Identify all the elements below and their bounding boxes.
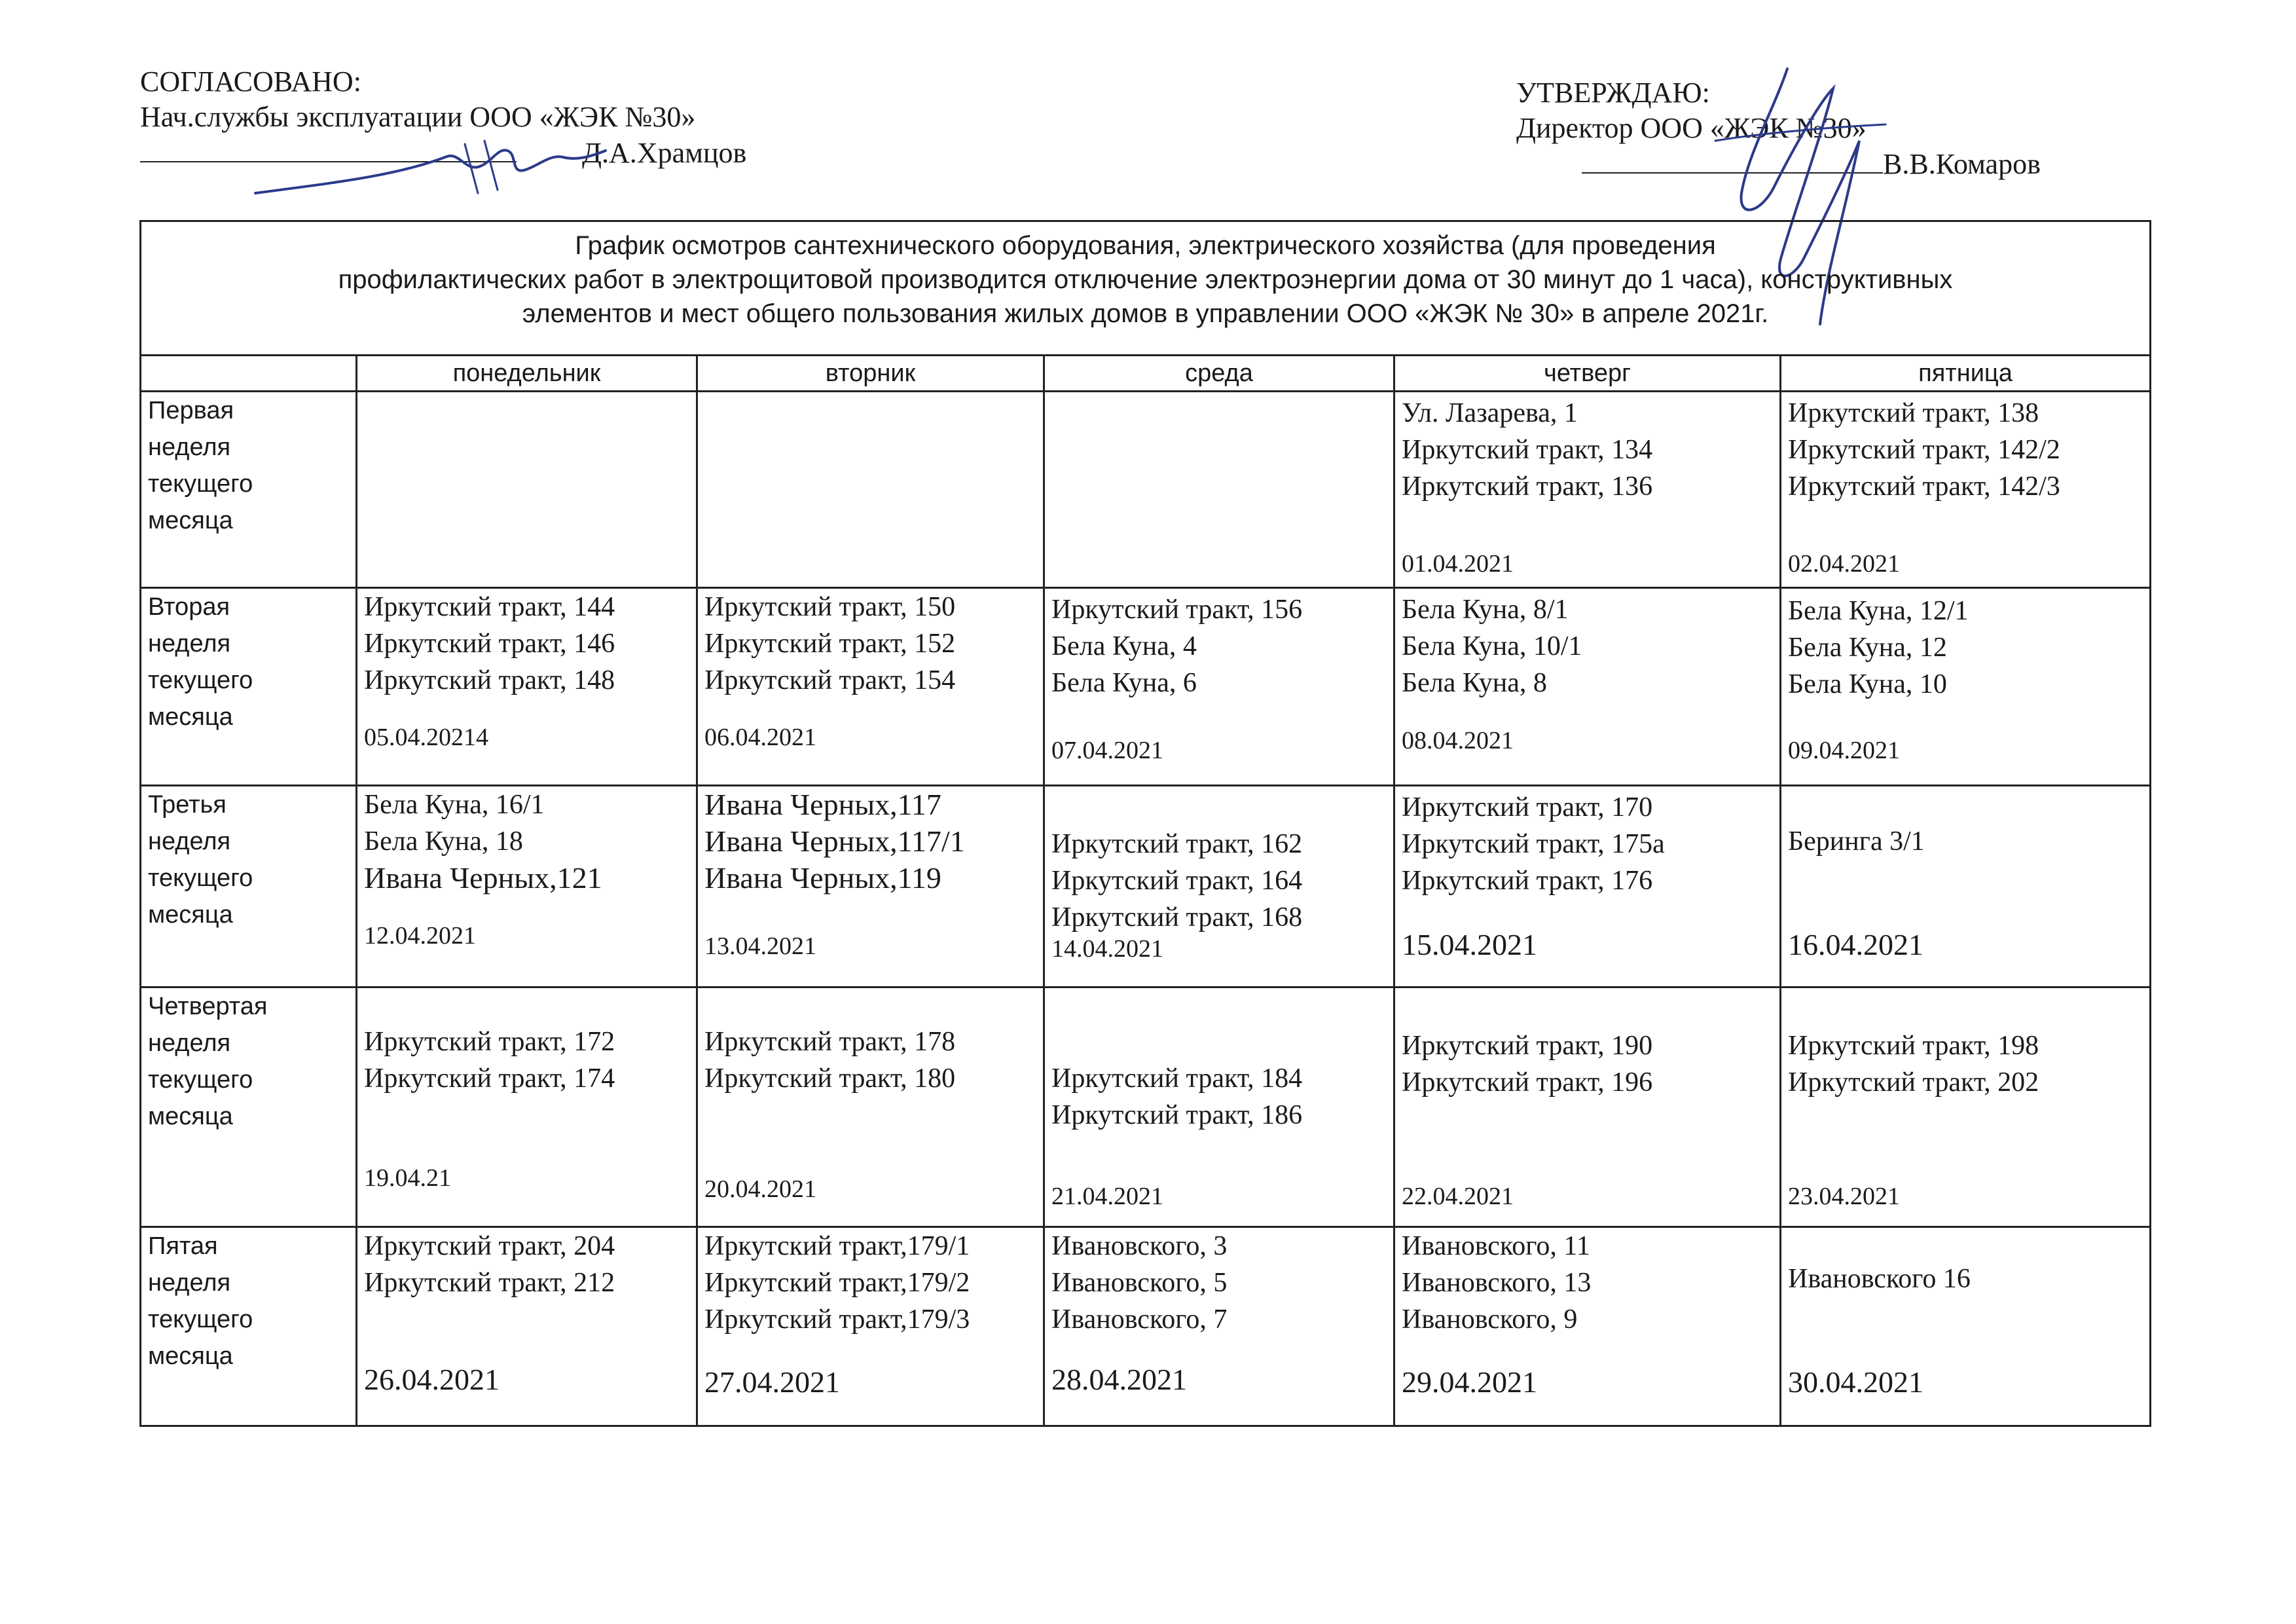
week-label-line: месяца xyxy=(148,901,233,929)
schedule-title-line: элементов и мест общего пользования жилых домов в управлении ООО «ЖЭК № 30» в апреле 2021г. xyxy=(522,299,1769,328)
schedule-cell xyxy=(1044,987,1394,1227)
address-list xyxy=(704,786,1039,896)
address: Иркутский тракт, 175а xyxy=(1402,829,1665,859)
address: Бела Куна, 12 xyxy=(1788,633,1947,663)
week-label-line: неделя xyxy=(148,630,231,657)
inspection-date: 02.04.2021 xyxy=(1788,550,1900,578)
schedule-cell xyxy=(357,987,697,1227)
week-label xyxy=(141,392,357,588)
address: Иркутский тракт, 142/2 xyxy=(1788,435,2060,465)
address-list xyxy=(1788,593,2145,703)
approval-right-heading: УТВЕРЖДАЮ: xyxy=(1516,77,1710,109)
address: Иркутский тракт, 202 xyxy=(1788,1067,2039,1098)
address: Бела Куна, 8 xyxy=(1402,668,1547,698)
address: Иркутский тракт, 134 xyxy=(1402,435,1653,465)
address: Ивана Черных,119 xyxy=(704,861,941,895)
schedule-cell xyxy=(357,588,697,786)
address-list xyxy=(1051,826,1389,936)
week-row xyxy=(141,786,2151,987)
schedule-cell xyxy=(697,588,1044,786)
address: Иркутский тракт, 170 xyxy=(1402,792,1653,822)
week-label-line: неделя xyxy=(148,434,231,461)
approval-right-position: Директор ООО «ЖЭК №30» xyxy=(1516,112,1867,144)
week-label xyxy=(141,588,357,786)
day-header-monday: понедельник xyxy=(357,356,697,392)
address-list xyxy=(1051,1228,1389,1338)
address-list xyxy=(1788,823,2145,860)
address: Иркутский тракт, 178 xyxy=(704,1027,956,1057)
schedule-cell xyxy=(1394,786,1781,987)
address: Ивановского, 11 xyxy=(1402,1231,1590,1261)
schedule-title-line: График осмотров сантехнического оборудования, электрического хозяйства (для проведения xyxy=(575,231,1716,260)
address: Иркутский тракт, 150 xyxy=(704,592,956,622)
day-header-friday: пятница xyxy=(1781,356,2151,392)
inspection-date: 06.04.2021 xyxy=(704,724,816,751)
day-header-thursday: четверг xyxy=(1394,356,1781,392)
week-row xyxy=(141,588,2151,786)
address: Ивановского, 13 xyxy=(1402,1268,1592,1298)
inspection-date: 28.04.2021 xyxy=(1051,1363,1187,1396)
address: Бела Куна, 4 xyxy=(1051,631,1197,661)
week-label-line: месяца xyxy=(148,1342,233,1370)
address: Иркутский тракт, 154 xyxy=(704,665,956,695)
schedule-cell xyxy=(1781,987,2151,1227)
inspection-date: 23.04.2021 xyxy=(1788,1183,1900,1210)
inspection-date: 19.04.21 xyxy=(364,1164,451,1192)
week-label-line: месяца xyxy=(148,507,233,534)
week-label-line: текущего xyxy=(148,1306,253,1333)
schedule-cell xyxy=(1394,1227,1781,1426)
address: Иркутский тракт, 136 xyxy=(1402,471,1653,502)
address: Иркутский тракт, 172 xyxy=(364,1027,615,1057)
address-list xyxy=(364,589,692,699)
address: Ивана Черных,117 xyxy=(704,788,941,821)
week-label xyxy=(141,1227,357,1426)
address: Иркутский тракт, 196 xyxy=(1402,1067,1653,1098)
week-label-line: Четвертая xyxy=(148,993,268,1020)
week-label-line: месяца xyxy=(148,1103,233,1130)
corner-cell xyxy=(141,356,357,392)
schedule-cell xyxy=(697,1227,1044,1426)
schedule-cell xyxy=(697,786,1044,987)
address: Иркутский тракт,179/1 xyxy=(704,1231,970,1261)
schedule-cell xyxy=(357,1227,697,1426)
handwritten-signature-left xyxy=(249,131,615,203)
address: Иркутский тракт,179/3 xyxy=(704,1304,970,1335)
address: Иркутский тракт, 180 xyxy=(704,1063,956,1094)
inspection-date: 30.04.2021 xyxy=(1788,1365,1923,1399)
schedule-cell xyxy=(1781,588,2151,786)
schedule-title xyxy=(141,221,2151,356)
address: Иркутский тракт,179/2 xyxy=(704,1268,970,1298)
week-label-line: месяца xyxy=(148,703,233,731)
address: Иркутский тракт, 148 xyxy=(364,665,615,695)
address: Иркутский тракт, 190 xyxy=(1402,1031,1653,1061)
address-list xyxy=(704,1024,1039,1097)
address: Ивана Черных,117/1 xyxy=(704,824,965,858)
week-label xyxy=(141,786,357,987)
address: Ивановского, 9 xyxy=(1402,1304,1578,1335)
week-label-line: текущего xyxy=(148,1066,253,1094)
address: Ивановского, 3 xyxy=(1051,1231,1228,1261)
address-list xyxy=(1788,1261,2145,1297)
address-list xyxy=(1402,1228,1776,1338)
address: Ул. Лазарева, 1 xyxy=(1402,398,1578,428)
week-label-line: текущего xyxy=(148,667,253,694)
schedule-cell xyxy=(1781,786,2151,987)
address: Бела Куна, 18 xyxy=(364,826,523,857)
inspection-schedule-table xyxy=(139,220,2151,1427)
address: Бела Куна, 6 xyxy=(1051,668,1197,698)
schedule-cell xyxy=(1044,786,1394,987)
address: Иркутский тракт, 162 xyxy=(1051,829,1303,859)
address: Иркутский тракт, 152 xyxy=(704,629,956,659)
week-label xyxy=(141,987,357,1227)
schedule-cell xyxy=(1394,588,1781,786)
schedule-cell xyxy=(1394,392,1781,588)
inspection-date: 12.04.2021 xyxy=(364,922,476,950)
address: Иркутский тракт, 144 xyxy=(364,592,615,622)
address: Иркутский тракт, 174 xyxy=(364,1063,615,1094)
address: Бела Куна, 10/1 xyxy=(1402,631,1582,661)
schedule-cell xyxy=(1044,588,1394,786)
address-list xyxy=(704,1228,1039,1338)
inspection-date: 22.04.2021 xyxy=(1402,1183,1514,1210)
day-header-row xyxy=(141,356,2151,392)
inspection-date: 05.04.20214 xyxy=(364,724,488,751)
address-list xyxy=(704,589,1039,699)
address: Иркутский тракт, 146 xyxy=(364,629,615,659)
week-row xyxy=(141,1227,2151,1426)
inspection-date: 20.04.2021 xyxy=(704,1175,816,1203)
inspection-date: 01.04.2021 xyxy=(1402,550,1514,578)
schedule-title-line: профилактических работ в электрощитовой производится отключение электроэнергии дома от 30 минут до 1 часа), конструктивных xyxy=(338,265,1953,294)
inspection-date: 15.04.2021 xyxy=(1402,928,1537,961)
address: Бела Куна, 8/1 xyxy=(1402,595,1569,625)
address: Бела Куна, 10 xyxy=(1788,669,1947,699)
week-label-line: текущего xyxy=(148,470,253,498)
week-label-line: Третья xyxy=(148,791,227,819)
schedule-cell-empty xyxy=(1044,392,1394,588)
inspection-date: 21.04.2021 xyxy=(1051,1183,1163,1210)
inspection-date: 08.04.2021 xyxy=(1402,727,1514,754)
address: Иркутский тракт, 164 xyxy=(1051,866,1303,896)
inspection-date: 09.04.2021 xyxy=(1788,737,1900,764)
address: Ивановского, 7 xyxy=(1051,1304,1228,1335)
approval-right-name: В.В.Комаров xyxy=(1883,148,2041,180)
day-header-tuesday: вторник xyxy=(697,356,1044,392)
approval-left-name: Д.А.Храмцов xyxy=(582,137,747,169)
address-list xyxy=(364,1024,692,1097)
address: Иркутский тракт, 184 xyxy=(1051,1063,1303,1094)
schedule-cell xyxy=(1394,987,1781,1227)
approval-left-position: Нач.службы эксплуатации ООО «ЖЭК №30» xyxy=(140,101,696,133)
address: Ивановского, 5 xyxy=(1051,1268,1228,1298)
address-list xyxy=(1788,1027,2145,1101)
address: Беринга 3/1 xyxy=(1788,826,1925,857)
schedule-cell-empty xyxy=(357,392,697,588)
address-list xyxy=(1402,395,1776,505)
address-list xyxy=(1402,789,1776,899)
address-list xyxy=(364,1228,692,1301)
inspection-date: 16.04.2021 xyxy=(1788,928,1923,961)
address: Ивана Черных,121 xyxy=(364,861,602,895)
address-list xyxy=(1051,1060,1389,1134)
week-row xyxy=(141,987,2151,1227)
week-label-line: Вторая xyxy=(148,593,230,621)
address-list xyxy=(1402,1027,1776,1101)
week-label-line: неделя xyxy=(148,1269,231,1297)
address: Ивановского 16 xyxy=(1788,1264,1971,1294)
week-row xyxy=(141,392,2151,588)
address: Иркутский тракт, 156 xyxy=(1051,595,1303,625)
address-list xyxy=(1051,591,1389,701)
week-label-line: текущего xyxy=(148,864,253,892)
schedule-cell xyxy=(697,987,1044,1227)
approval-left-heading: СОГЛАСОВАНО: xyxy=(140,65,361,98)
address: Бела Куна, 16/1 xyxy=(364,790,545,820)
schedule-cell-empty xyxy=(697,392,1044,588)
inspection-date: 26.04.2021 xyxy=(364,1363,500,1396)
address: Иркутский тракт, 212 xyxy=(364,1268,615,1298)
week-label-line: Пятая xyxy=(148,1232,218,1260)
address: Иркутский тракт, 186 xyxy=(1051,1100,1303,1130)
address: Иркутский тракт, 204 xyxy=(364,1231,615,1261)
schedule-cell xyxy=(1044,1227,1394,1426)
inspection-date: 07.04.2021 xyxy=(1051,737,1163,764)
week-label-line: неделя xyxy=(148,828,231,855)
inspection-date: 14.04.2021 xyxy=(1051,935,1163,963)
address: Иркутский тракт, 198 xyxy=(1788,1031,2039,1061)
inspection-date: 27.04.2021 xyxy=(704,1365,840,1399)
schedule-cell xyxy=(1781,1227,2151,1426)
address-list xyxy=(364,786,692,896)
schedule-cell xyxy=(1781,392,2151,588)
address-list xyxy=(1402,591,1776,701)
address: Иркутский тракт, 168 xyxy=(1051,902,1303,932)
inspection-date: 29.04.2021 xyxy=(1402,1365,1537,1399)
address: Иркутский тракт, 142/3 xyxy=(1788,471,2060,502)
address-list xyxy=(1788,395,2145,505)
week-label-line: Первая xyxy=(148,397,234,424)
day-header-wednesday: среда xyxy=(1044,356,1394,392)
address: Иркутский тракт, 138 xyxy=(1788,398,2039,428)
inspection-date: 13.04.2021 xyxy=(704,932,816,960)
address: Бела Куна, 12/1 xyxy=(1788,596,1969,626)
schedule-cell xyxy=(357,786,697,987)
week-label-line: неделя xyxy=(148,1029,231,1057)
address: Иркутский тракт, 176 xyxy=(1402,866,1653,896)
